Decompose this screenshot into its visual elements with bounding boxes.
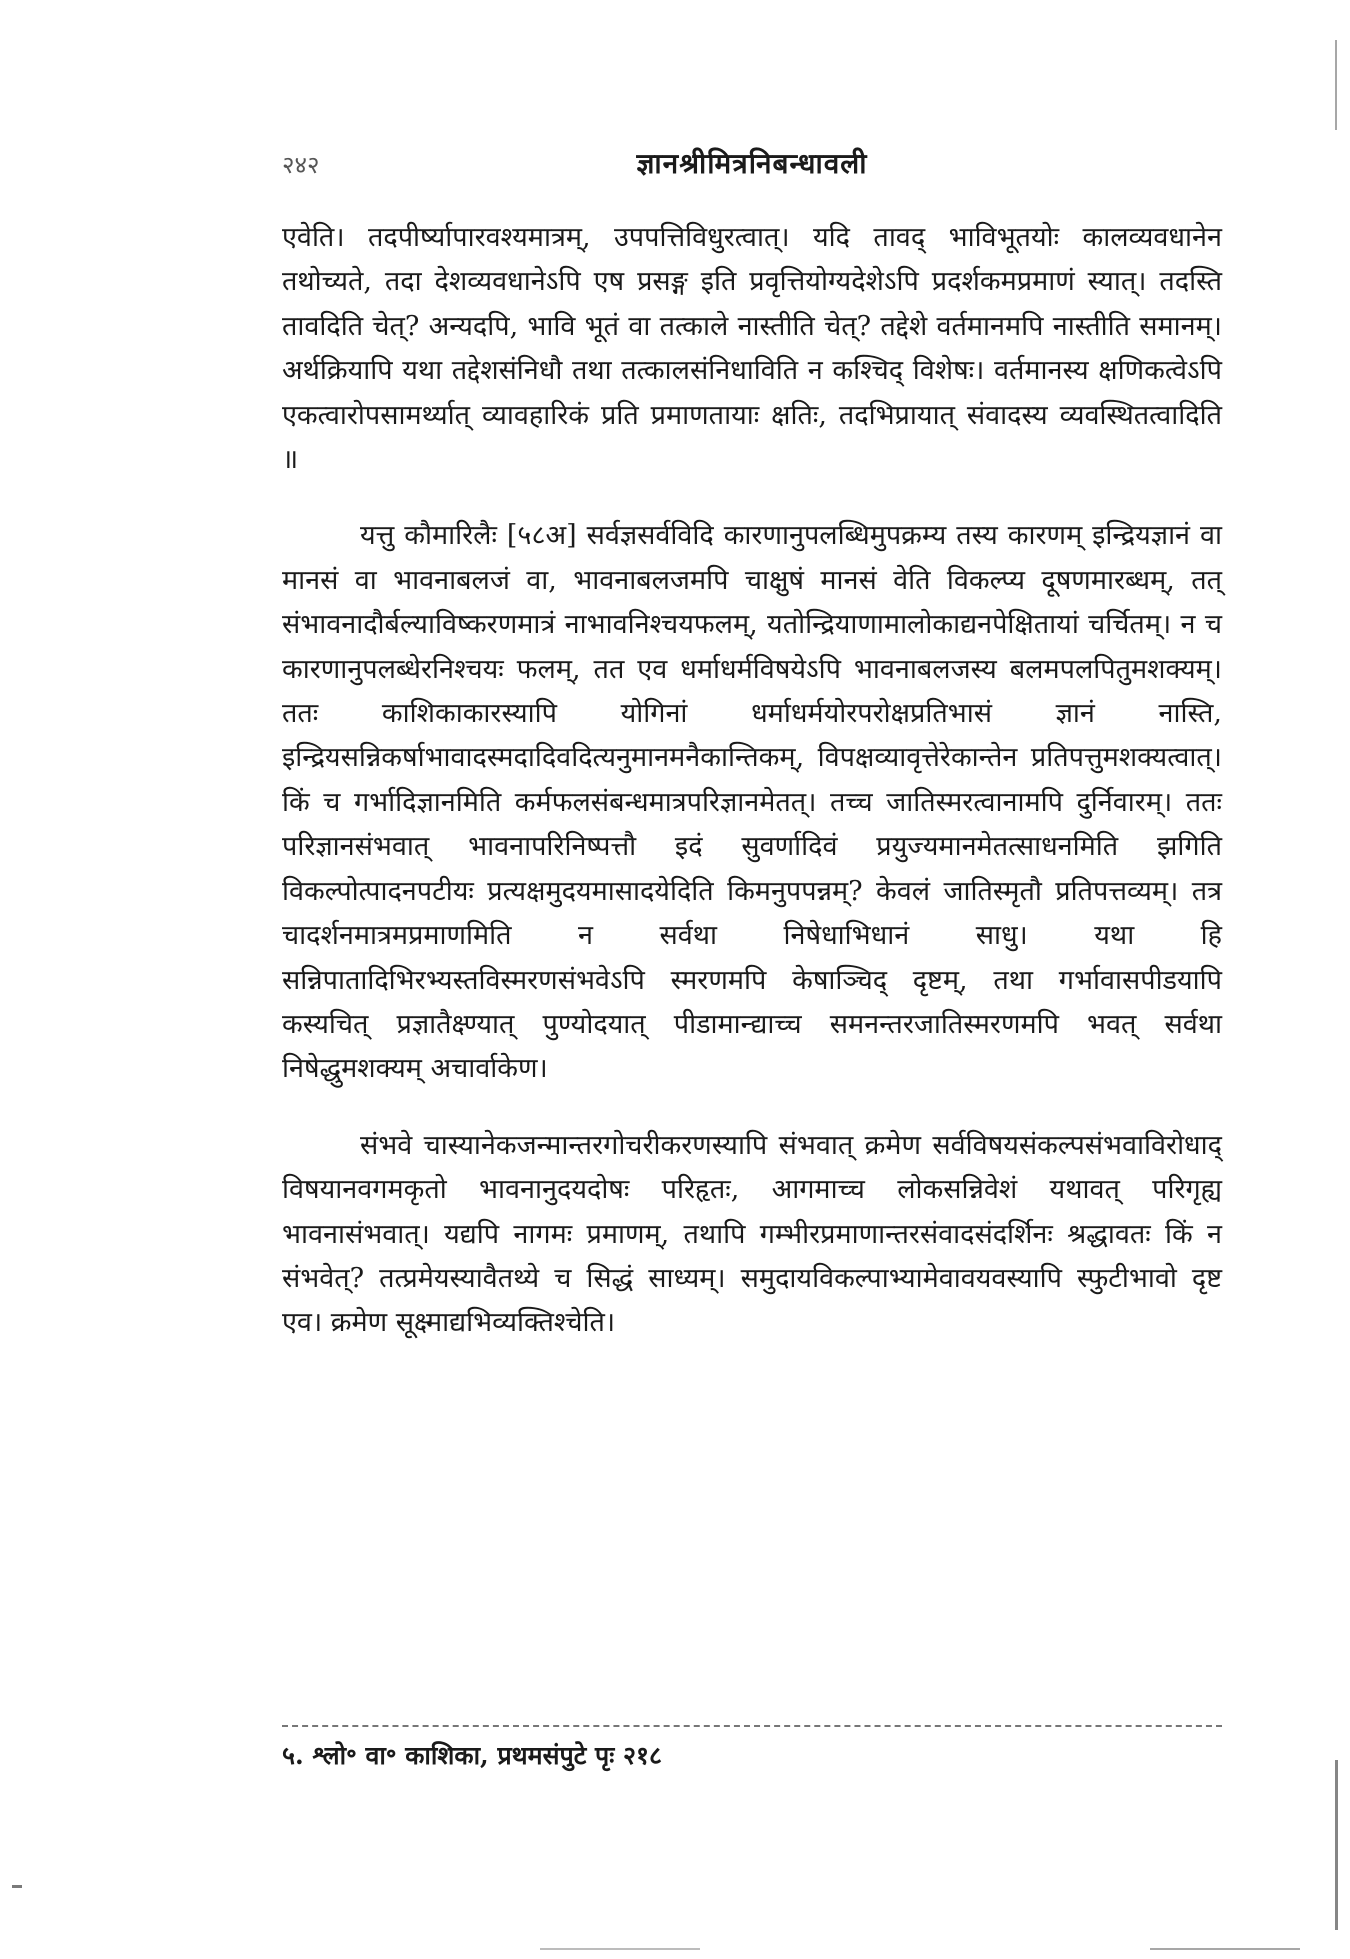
page-number: २४२ — [282, 151, 320, 179]
paragraph-3: संभवे चास्यानेकजन्मान्तरगोचरीकरणस्यापि संभवात् क्रमेण सर्वविषयसंकल्पसंभवाविरोधाद् विषयानवगमकृतो भावनानुदयदोषः परिहृतः, आगमाच्च लोकसन्निवेशं यथावत् परिगृह्य भावनासंभवात्। यद्यपि नागमः प्रमाणम्, तथापि गम्भीरप्रमाणान्तरसंवादसंदर्शिनः श्रद्धावतः किं न संभवेत्? तत्प्रमेयस्यावैतथ्ये च सिद्धं साध्यम्। समुदायविकल्पाभ्यामेवावयवस्यापि स्फुटीभावो दृष्ट एव। क्रमेण सूक्ष्माद्यभिव्यक्तिश्चेति। — [282, 1129, 1222, 1339]
scan-edge-mark — [540, 1948, 700, 1950]
paragraph-2: यत्तु कौमारिलैः [५८अ] सर्वज्ञसर्वविदि कारणानुपलब्धिमुपक्रम्य तस्य कारणम् इन्द्रियज्ञानं वा मानसं वा भावनाबलजं वा, भावनाबलजमपि चाक्षुषं मानसं वेति विकल्प्य दूषणमारब्धम्, तत् संभावनादौर्बल्याविष्करणमात्रं नाभावनिश्चयफलम्, यतोन्द्रियाणामालोकाद्यनपेक्षितायां चर्चितम्। न च कारणानुपलब्धेरनिश्चयः फलम्, तत एव धर्माधर्मविषयेऽपि भावनाबलजस्य बलमपलपितुमशक्यम्। ततः काशिकाकारस्यापि योगिनां धर्माधर्मयोरपरोक्षप्रतिभासं ज्ञानं नास्ति, इन्द्रियसन्निकर्षाभावादस्मदादिवदित्यनुमानमनैकान्तिकम्, विपक्षव्यावृत्तेरेकान्तेन प्रतिपत्तुमशक्यत्वात्। किं च गर्भादिज्ञानमिति कर्मफलसंबन्धमात्रपरिज्ञानमेतत्। तच्च जातिस्मरत्वानामपि दुर्निवारम्। ततः परिज्ञानसंभवात् भावनापरिनिष्पत्तौ इदं सुवर्णादिवं प्रयुज्यमानमेतत्साधनमिति झगिति विकल्पोत्पादनपटीयः प्रत्यक्षमुदयमासादयेदिति किमनुपपन्नम्? केवलं जातिस्मृतौ प्रतिपत्तव्यम्। तत्र चादर्शनमात्रमप्रमाणमिति न सर्वथा निषेधाभिधानं साधु। यथा हि सन्निपातादिभिरभ्यस्तविस्मरणसंभवेऽपि स्मरणमपि केषाञ्चिद् दृष्टम्, तथा गर्भावासपीडयापि कस्यचित् प्रज्ञातैक्ष्ण्यात् पुण्योदयात् पीडामान्द्याच्च समनन्तरजातिस्मरणमपि भवत् सर्वथा निषेद्धुमशक्यम् अचार्वाकेण। — [282, 520, 1222, 1085]
scan-edge-mark — [12, 1885, 22, 1888]
body-text — [282, 216, 1222, 1346]
scan-edge-mark — [1335, 40, 1337, 130]
scan-edge-mark — [1150, 1948, 1300, 1950]
footnote: ५. श्लो॰ वा॰ काशिका, प्रथमसंपुटे पृः २१८ — [282, 1741, 662, 1770]
page-header — [282, 140, 1222, 190]
footnote-divider — [282, 1725, 1222, 1727]
paragraph-1: एवेति। तदपीर्ष्यापारवश्यमात्रम्, उपपत्तिविधुरत्वात्। यदि तावद् भाविभूतयोः कालव्यवधानेन तथोच्यते, तदा देशव्यवधानेऽपि एष प्रसङ्ग इति प्रवृत्तियोग्यदेशेऽपि प्रदर्शकमप्रमाणं स्यात्। तदस्ति तावदिति चेत्? अन्यदपि, भावि भूतं वा तत्काले नास्तीति चेत्? तद्देशे वर्तमानमपि नास्तीति समानम्। अर्थक्रियापि यथा तद्देशसंनिधौ तथा तत्कालसंनिधाविति न कश्चिद् विशेषः। वर्तमानस्य क्षणिकत्वेऽपि एकत्वारोपसामर्थ्यात् व्यावहारिकं प्रति प्रमाणतायाः क्षतिः, तदभिप्रायात् संवादस्य व्यवस्थितत्वादिति ॥ — [282, 222, 1222, 476]
scan-edge-mark — [1335, 1760, 1338, 1930]
running-title: ज्ञानश्रीमित्रनिबन्धावली — [636, 147, 868, 180]
